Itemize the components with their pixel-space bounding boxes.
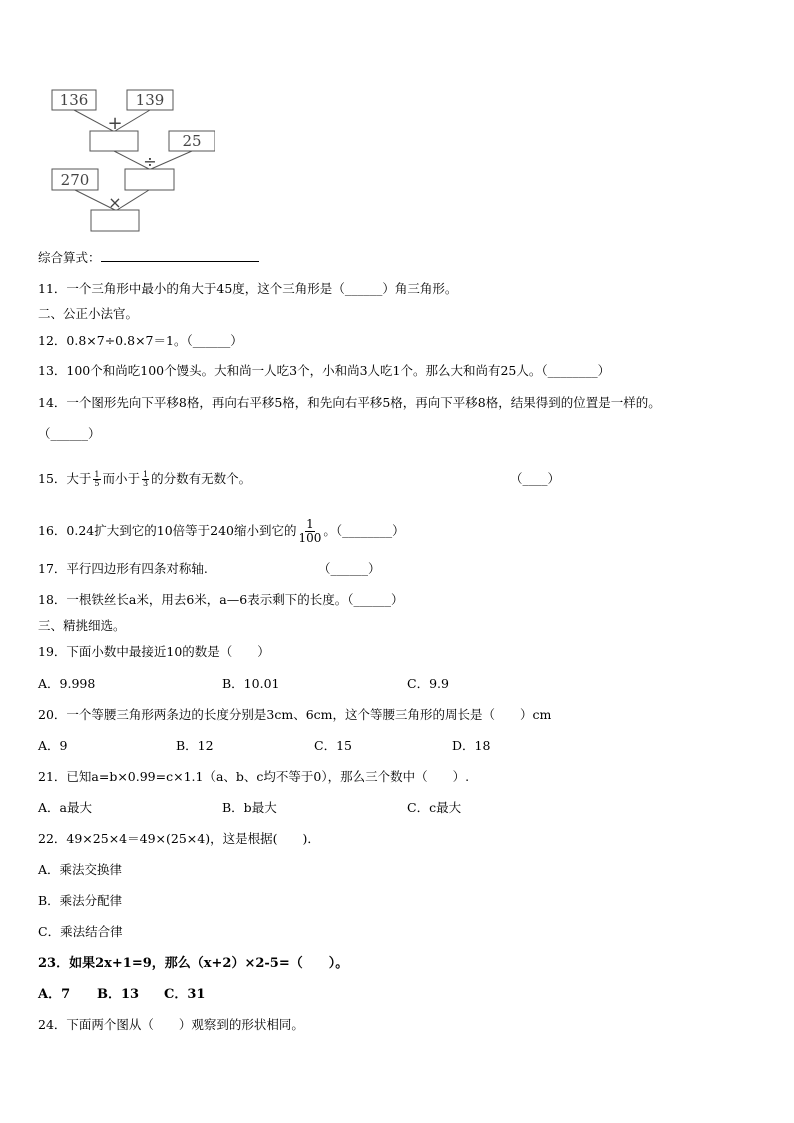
question-23: 23．如果2x+1=9，那么（x+2）×2-5=（ ）。 <box>38 956 349 971</box>
question-21: 21．已知a=b×0.99=c×1.1（a、b、c均不等于0），那么三个数中（ ）. <box>38 769 470 784</box>
fraction-one-third <box>142 471 149 488</box>
q21-option-c[interactable]: C．c最大 <box>407 800 462 815</box>
formula-line <box>38 249 259 267</box>
q16-text-b: 。（________） <box>323 523 405 538</box>
question-22: 22．49×25×4＝49×(25×4)，这是根据( )． <box>38 831 320 846</box>
fraction-numerator: 1 <box>94 470 100 479</box>
question-15-answer: （____） <box>510 471 561 486</box>
q19-option-a[interactable]: A．9.998 <box>38 676 96 691</box>
question-18: 18．一根铁丝长a米，用去6米，a—6表示剩下的长度。（______） <box>38 592 404 607</box>
q21-option-b[interactable]: B．b最大 <box>222 800 277 815</box>
q23-option-c[interactable]: C．31 <box>164 987 206 1002</box>
q20-option-c[interactable]: C．15 <box>314 738 352 753</box>
question-15 <box>38 470 251 488</box>
times-operator: × <box>108 193 122 212</box>
calculation-flow-diagram <box>45 85 215 235</box>
box-sum-result <box>90 131 138 151</box>
fraction-denominator: 5 <box>94 479 100 488</box>
fraction-one-fifth <box>93 471 100 488</box>
q15-text-c: 的分数有无数个。 <box>151 471 252 486</box>
box-top-right-value: 139 <box>135 91 165 109</box>
fraction-numerator: 1 <box>143 470 149 479</box>
fraction-one-hundredth <box>299 518 322 545</box>
q23-option-a[interactable]: A．7 <box>38 987 71 1002</box>
question-11: 11．一个三角形中最小的角大于45度，这个三角形是（______）角三角形。 <box>38 281 458 296</box>
q20-option-a[interactable]: A．9 <box>38 738 68 753</box>
q21-option-a[interactable]: A．a最大 <box>38 800 92 815</box>
box-mid-right-value: 25 <box>182 132 202 150</box>
q15-text-b: 而小于 <box>102 471 141 486</box>
fraction-denominator: 3 <box>143 479 149 488</box>
q16-text-a: 16．0.24扩大到它的10倍等于240缩小到它的 <box>38 523 297 538</box>
q22-option-b[interactable]: B．乘法分配律 <box>38 893 123 908</box>
fraction-numerator: 1 <box>306 517 314 531</box>
question-14-answer: （______） <box>38 426 101 441</box>
question-14: 14．一个图形先向下平移8格，再向右平移5格，和先向右平移5格，再向下平移8格，结果得到的位置是一样的。 <box>38 395 661 410</box>
section-2-heading: 二、公正小法官。 <box>38 306 139 321</box>
q22-option-a[interactable]: A．乘法交换律 <box>38 862 123 877</box>
box-bottom-left-value: 270 <box>60 171 90 189</box>
question-20: 20．一个等腰三角形两条边的长度分别是3cm、6cm，这个等腰三角形的周长是（ ）cm <box>38 707 552 722</box>
q20-option-d[interactable]: D．18 <box>452 738 491 753</box>
q23-option-b[interactable]: B．13 <box>97 987 140 1002</box>
q19-option-b[interactable]: B．10.01 <box>222 676 280 691</box>
question-17: 17．平行四边形有四条对称轴. <box>38 561 208 576</box>
q22-option-c[interactable]: C．乘法结合律 <box>38 924 123 939</box>
q19-option-c[interactable]: C．9.9 <box>407 676 449 691</box>
question-19: 19．下面小数中最接近10的数是（ ） <box>38 644 270 659</box>
question-17-answer: （______） <box>318 561 381 576</box>
question-16 <box>38 516 405 546</box>
q20-option-b[interactable]: B．12 <box>176 738 214 753</box>
fraction-denominator: 100 <box>298 531 322 545</box>
q15-text-a: 15．大于 <box>38 471 92 486</box>
question-13: 13．100个和尚吃100个馒头。大和尚一人吃3个，小和尚3人吃1个。那么大和尚有25人。（________） <box>38 363 611 378</box>
formula-label: 综合算式： <box>38 250 101 265</box>
box-top-left-value: 136 <box>59 91 89 109</box>
formula-answer-blank[interactable] <box>101 249 259 262</box>
divide-operator: ÷ <box>143 152 157 171</box>
box-quotient-result <box>125 169 174 190</box>
question-24: 24．下面两个图从（ ）观察到的形状相同。 <box>38 1017 304 1032</box>
question-12: 12．0.8×7÷0.8×7＝1。（______） <box>38 333 243 348</box>
section-3-heading: 三、精挑细选。 <box>38 618 126 633</box>
box-final-result <box>91 210 139 231</box>
plus-operator: + <box>107 113 123 134</box>
